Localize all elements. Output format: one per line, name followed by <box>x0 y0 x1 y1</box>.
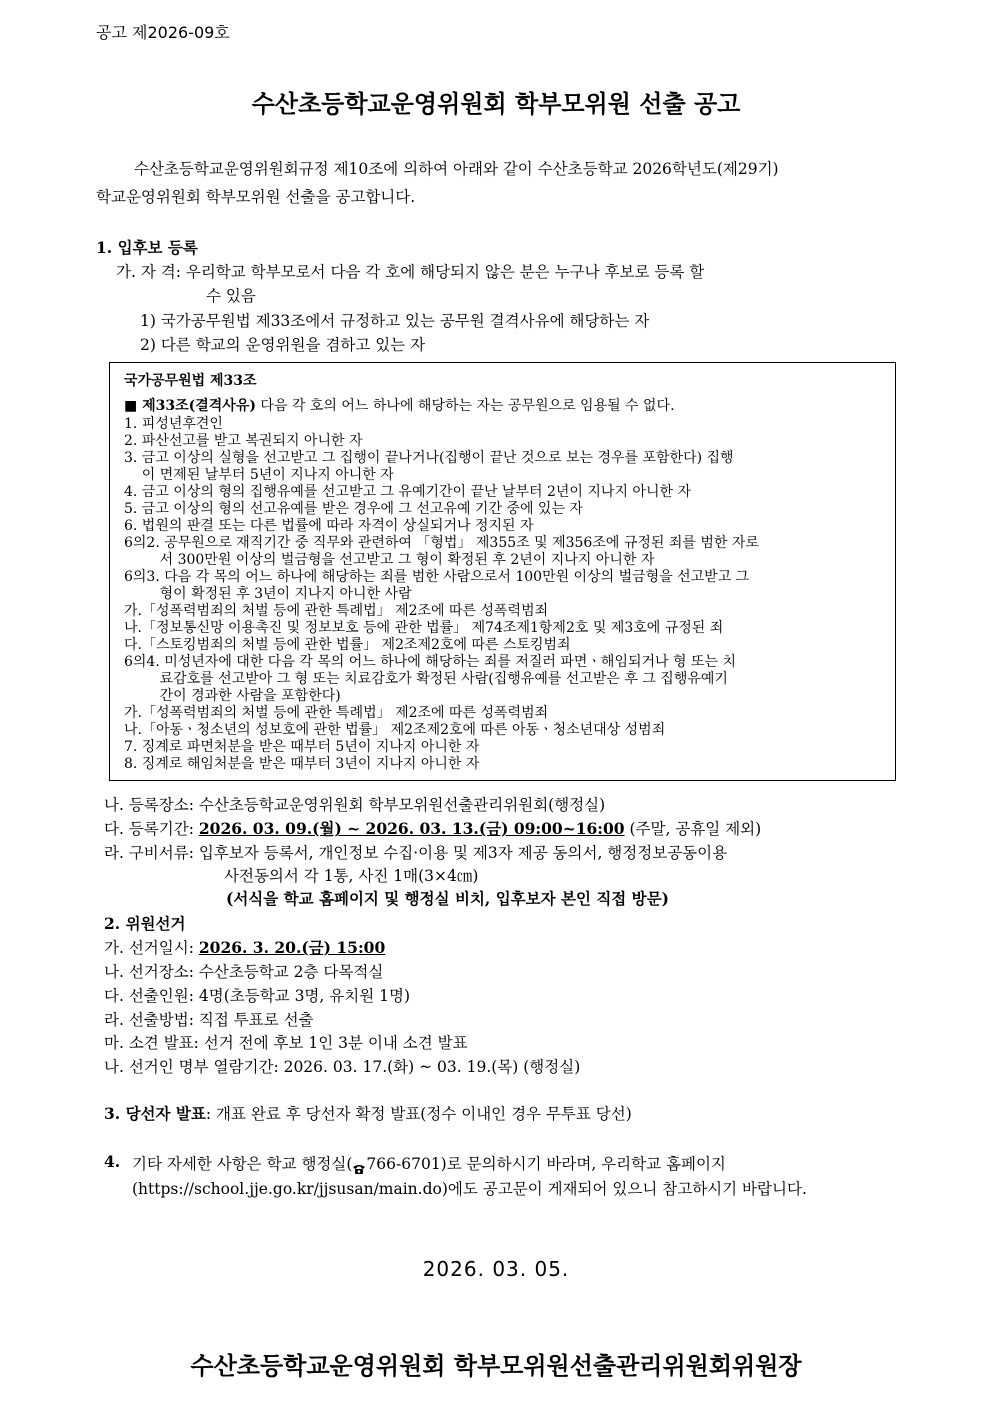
page-title: 수산초등학교운영위원회 학부모위원 선출 공고 <box>251 89 741 118</box>
section-1-qualification: 가. 자 격: 우리학교 학부모로서 다음 각 호에 해당되지 않은 분은 누구나 후보로 등록 할 <box>116 263 705 281</box>
law-clause-line: 6의3. 다음 각 목의 어느 하나에 해당하는 죄를 범한 사람으로서 100만원 이상의 벌금형을 선고받고 그 <box>124 569 750 585</box>
law-clause-line: 4. 금고 이상의 형의 집행유예를 선고받고 그 유예기간이 끝난 날부터 2년이 지나지 아니한 자 <box>124 484 691 500</box>
section-4-line-1 <box>132 1152 726 1174</box>
election-seats: 다. 선출인원: 4명(초등학교 3명, 유치원 1명) <box>104 987 410 1005</box>
law-article-label: ■ 제33조(결격사유) <box>124 398 256 414</box>
law-clause-line: 5. 금고 이상의 형의 선고유예를 받은 경우에 그 선고유예 기간 중에 있는 자 <box>124 501 583 517</box>
section-4-number: 4. <box>104 1152 121 1171</box>
election-place: 나. 선거장소: 수산초등학교 2층 다목적실 <box>104 963 384 981</box>
law-clause-line: 8. 징계로 해임처분을 받은 때부터 3년이 지나지 아니한 자 <box>124 756 480 772</box>
law-clause-line: 6. 법원의 판결 또는 다른 법률에 따라 자격이 상실되거나 정지된 자 <box>124 518 534 534</box>
law-article-text: 다음 각 호의 어느 하나에 해당하는 자는 공무원으로 임용될 수 없다. <box>255 398 675 414</box>
law-clause-line: 6의4. 미성년자에 대한 다음 각 목의 어느 하나에 해당하는 죄를 저질러 파면ㆍ해임되거나 형 또는 치 <box>124 654 737 670</box>
law-clause-line: 2. 파산선고를 받고 복권되지 아니한 자 <box>124 433 363 449</box>
registration-period-note: (주말, 공휴일 제외) <box>624 820 762 838</box>
law-clause-line: 6의2. 공무원으로 재직기간 중 직무와 관련하여 「형법」 제355조 및 제356조에 규정된 죄를 범한 자로 <box>124 535 759 551</box>
phone-icon <box>352 1160 366 1170</box>
section-3 <box>104 1102 632 1124</box>
law-clause-line: 나.「아동ㆍ청소년의 성보호에 관한 법률」 제2조제2호에 따른 아동ㆍ청소년대상 성범죄 <box>124 722 666 738</box>
section-1-qualification-cont: 수 있음 <box>206 287 256 305</box>
voter-roll-inspection: 나. 선거인 명부 열람기간: 2026. 03. 17.(화) ~ 03. 19.(목) (행정실) <box>104 1058 581 1076</box>
signer-title: 수산초등학교운영위원회 학부모위원선출관리위원회위원장 <box>190 1351 802 1380</box>
law-clause-line: 1. 피성년후견인 <box>124 416 223 432</box>
law-clause-line: 다.「스토킹범죄의 처벌 등에 관한 법률」 제2조제2호에 따른 스토킹범죄 <box>124 637 571 653</box>
law-clause-line: 료감호를 선고받아 그 형 또는 치료감호가 확정된 사람(집행유예를 선고받은 후 그 집행유예기 <box>124 671 728 687</box>
candidate-speech: 마. 소견 발표: 선거 전에 후보 1인 3분 이내 소견 발표 <box>104 1034 468 1052</box>
law-clause-line: 이 면제된 날부터 5년이 지나지 아니한 자 <box>124 467 394 483</box>
intro-line-1: 수산초등학교운영위원회규정 제10조에 의하여 아래와 같이 수산초등학교 2026학년도(제29기) <box>134 160 779 178</box>
document-number: 공고 제2026-09호 <box>96 23 230 42</box>
election-method: 라. 선출방법: 직접 투표로 선출 <box>104 1011 314 1029</box>
section-3-heading: 3. 당선자 발표 <box>104 1104 206 1123</box>
section-1-heading: 1. 입후보 등록 <box>96 238 198 257</box>
law-clause-line: 형이 확정된 후 3년이 지나지 아니한 사람 <box>124 586 412 602</box>
section-4-text-a: 기타 자세한 사항은 학교 행정실( <box>132 1155 353 1173</box>
law-article-header <box>124 398 675 415</box>
law-clause-line: 7. 징계로 파면처분을 받은 때부터 5년이 지나지 아니한 자 <box>124 739 480 755</box>
required-documents-cont: 사전동의서 각 1통, 사진 1매(3×4㎝) <box>224 867 479 885</box>
section-4-text-b: 766-6701)로 문의하시기 바라며, 우리학교 홈페이지 <box>366 1155 726 1173</box>
intro-line-2: 학교운영위원회 학부모위원 선출을 공고합니다. <box>96 188 416 206</box>
section-3-text: : 개표 완료 후 당선자 확정 발표(정수 이내인 경우 무투표 당선) <box>205 1105 632 1123</box>
section-4-line-2: (https://school.jje.go.kr/jjsusan/main.do)에도 공고문이 게재되어 있으니 참고하시기 바랍니다. <box>132 1180 807 1198</box>
registration-period <box>104 817 761 839</box>
required-documents: 라. 구비서류: 입후보자 등록서, 개인정보 수집·이용 및 제3자 제공 동의서, 행정정보공동이용 <box>104 844 728 862</box>
section-1-item-1: 1) 국가공무원법 제33조에서 규정하고 있는 공무원 결격사유에 해당하는 자 <box>140 312 650 330</box>
law-excerpt-box <box>109 362 896 781</box>
announcement-date: 2026. 03. 05. <box>422 1257 570 1281</box>
election-datetime-label: 가. 선거일시: <box>104 939 199 957</box>
election-datetime-value: 2026. 3. 20.(금) 15:00 <box>198 938 386 957</box>
election-datetime <box>104 936 385 958</box>
law-clause-line: 간이 경과한 사람을 포함한다) <box>124 688 341 704</box>
required-documents-note: (서식을 학교 홈페이지 및 행정실 비치, 입후보자 본인 직접 방문) <box>226 889 669 908</box>
law-clause-line: 가.「성폭력범죄의 처벌 등에 관한 특례법」 제2조에 따른 성폭력범죄 <box>124 705 549 721</box>
law-box-title: 국가공무원법 제33조 <box>124 373 257 389</box>
registration-period-dates: 2026. 03. 09.(월) ~ 2026. 03. 13.(금) 09:00~16:00 <box>198 819 625 838</box>
section-2-heading: 2. 위원선거 <box>104 914 186 933</box>
section-1-item-2: 2) 다른 학교의 운영위원을 겸하고 있는 자 <box>140 336 426 354</box>
law-clause-line: 나.「정보통신망 이용촉진 및 정보보호 등에 관한 법률」 제74조제1항제2호 및 제3호에 규정된 죄 <box>124 620 724 636</box>
law-clause-line: 가.「성폭력범죄의 처벌 등에 관한 특례법」 제2조에 따른 성폭력범죄 <box>124 603 549 619</box>
registration-place: 나. 등록장소: 수산초등학교운영위원회 학부모위원선출관리위원회(행정실) <box>104 796 606 814</box>
law-clause-line: 3. 금고 이상의 실형을 선고받고 그 집행이 끝나거나(집행이 끝난 것으로 보는 경우를 포함한다) 집행 <box>124 450 734 466</box>
law-clause-line: 서 300만원 이상의 벌금형을 선고받고 그 형이 확정된 후 2년이 지나지 아니한 자 <box>124 552 655 568</box>
registration-period-label: 다. 등록기간: <box>104 820 199 838</box>
